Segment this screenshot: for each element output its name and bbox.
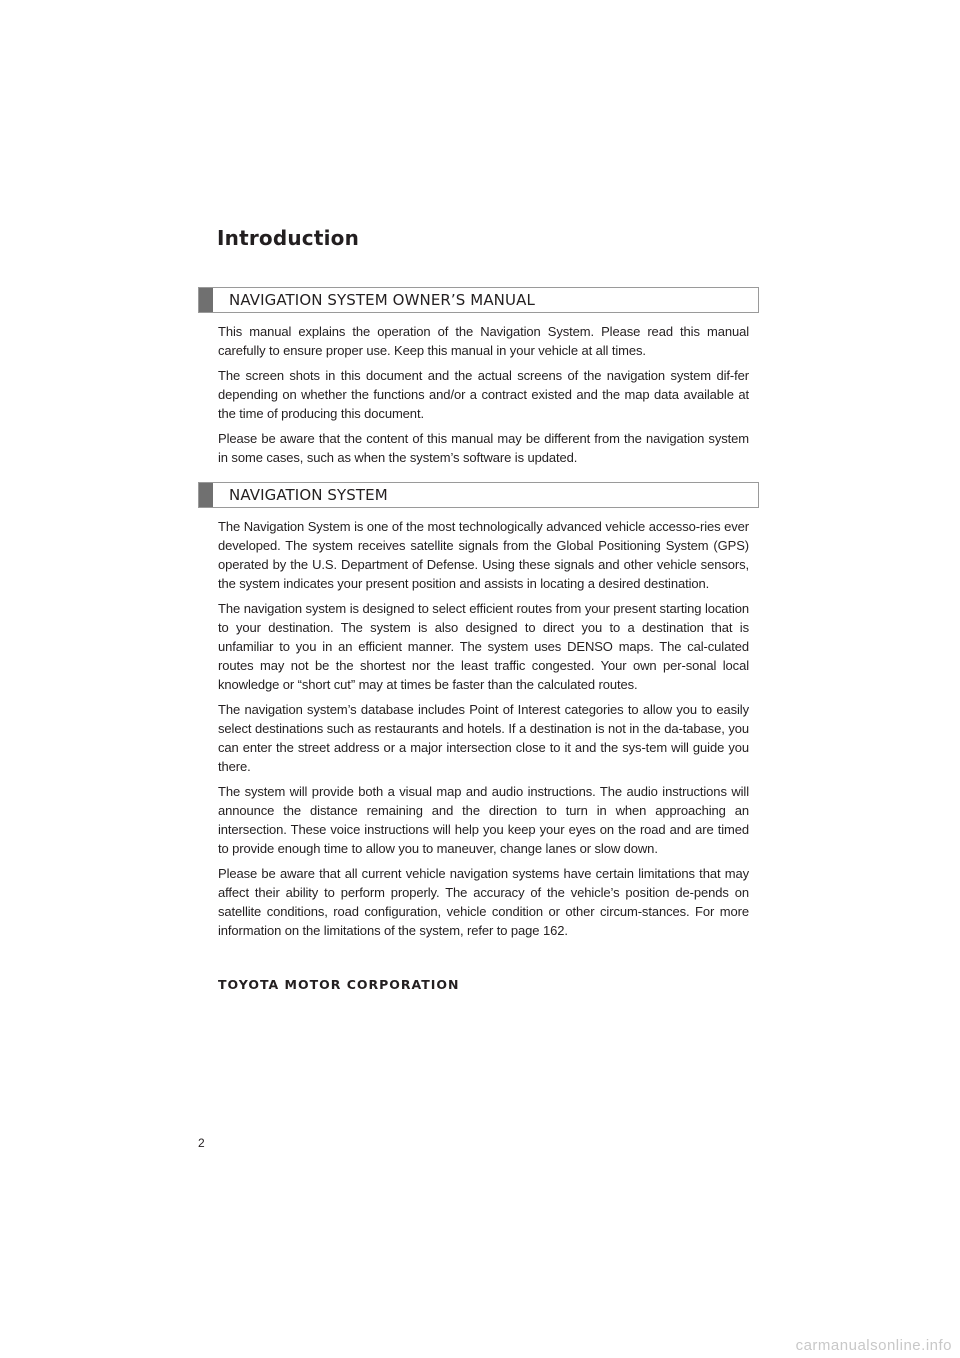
section-heading: NAVIGATION SYSTEM <box>229 486 388 504</box>
corporation-name: TOYOTA MOTOR CORPORATION <box>218 977 460 992</box>
paragraph: The Navigation System is one of the most technologically advanced vehicle accesso-ries ever developed. The system receives satellite signals from the Global Positioning System (GPS) operated by the U.S. Department of Defense. Using these signals and other vehicle sensors, the system indicates your present position and assists in locating a desired destination. <box>218 519 749 591</box>
section-heading: NAVIGATION SYSTEM OWNER’S MANUAL <box>229 291 535 309</box>
paragraph: This manual explains the operation of the Navigation System. Please read this manual carefully to ensure proper use. Keep this manual in your vehicle at all times. <box>218 324 749 358</box>
paragraph: The navigation system is designed to select efficient routes from your present starting location to your destination. The system is also designed to direct you to a destination that is unfamiliar to you in an efficient manner. The system uses DENSO maps. The cal-culated routes may not be the shortest nor the least traffic congested. Your own per-sonal local knowledge or “short cut” may at times be faster than the calculated routes. <box>218 601 749 692</box>
paragraph: Please be aware that the content of this manual may be different from the navigation system in some cases, such as when the system’s software is updated. <box>218 431 749 465</box>
section-header-owners-manual <box>198 287 759 313</box>
page-number: 2 <box>198 1136 205 1150</box>
section-body-navigation-system <box>218 517 749 946</box>
paragraph: The screen shots in this document and the actual screens of the navigation system dif-fer depending on whether the functions and/or a contract existed and the map data available at the time of producing this document. <box>218 368 749 421</box>
paragraph: The navigation system’s database includes Point of Interest categories to allow you to easily select destinations such as restaurants and hotels. If a destination is not in the da-tabase, you can enter the street address or a major intersection close to it and the sys-tem will guide you there. <box>218 702 749 774</box>
paragraph: Please be aware that all current vehicle navigation systems have certain limitations that may affect their ability to perform properly. The accuracy of the vehicle’s position de-pends on satellite conditions, road configuration, vehicle condition or other circum-stances. For more information on the limitations of the system, refer to page 162. <box>218 866 749 938</box>
watermark: carmanualsonline.info <box>795 1337 952 1354</box>
page-title: Introduction <box>217 226 360 250</box>
section-marker <box>199 483 213 507</box>
section-marker <box>199 288 213 312</box>
section-header-navigation-system <box>198 482 759 508</box>
section-body-owners-manual <box>218 322 749 473</box>
paragraph: The system will provide both a visual map and audio instructions. The audio instructions will announce the distance remaining and the direction to turn in when approaching an intersection. These voice instructions will help you keep your eyes on the road and are timed to provide enough time to allow you to maneuver, change lanes or slow down. <box>218 784 749 856</box>
